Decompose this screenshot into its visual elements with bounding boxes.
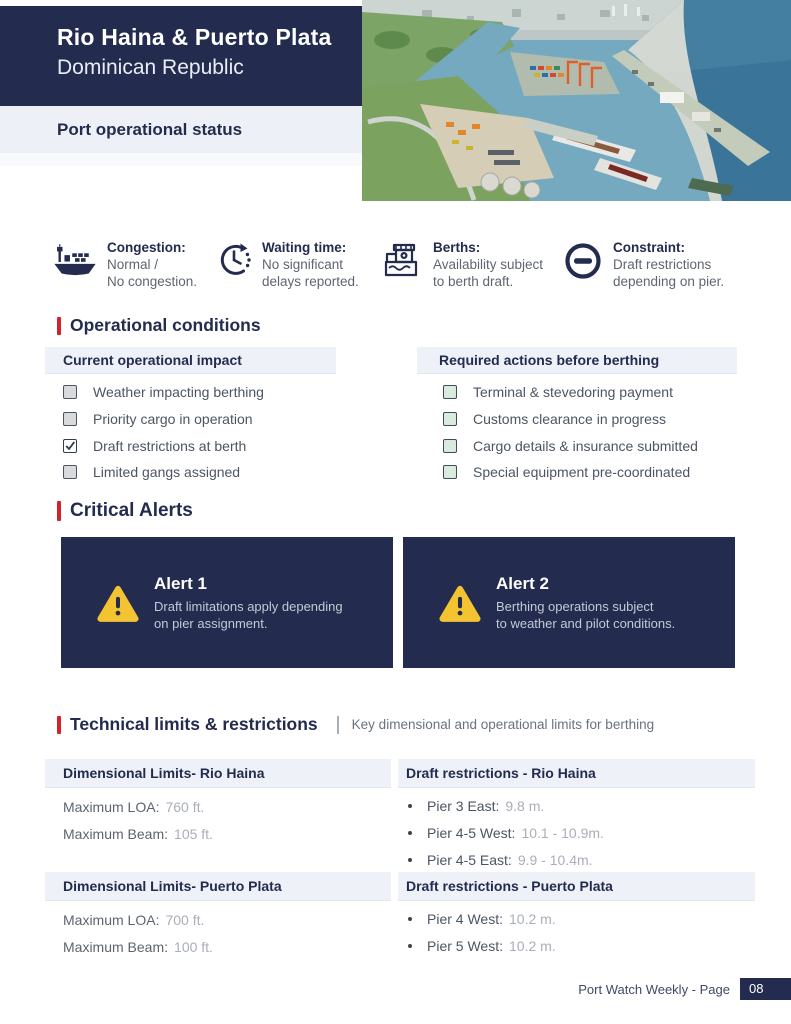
checkbox-unchecked[interactable] bbox=[63, 465, 77, 479]
required-actions-list bbox=[417, 379, 737, 486]
status-text: Berths: Availability subject to berth draft. bbox=[433, 240, 544, 289]
status-text: Congestion: Normal / No congestion. bbox=[107, 240, 198, 289]
rio-dimensional-header: Dimensional Limits- Rio Haina bbox=[45, 759, 391, 788]
bullet-icon bbox=[408, 858, 412, 862]
no-entry-icon bbox=[563, 241, 603, 281]
clock-icon bbox=[216, 241, 252, 279]
alert-text: Alert 1 Draft limitations apply depending on pier assignment. bbox=[154, 573, 343, 631]
operational-conditions-heading: Operational conditions bbox=[57, 315, 261, 336]
page-number-badge: 08 bbox=[740, 978, 791, 1000]
alert-card-2 bbox=[403, 537, 735, 668]
footer bbox=[578, 978, 791, 1000]
list-item: Customs clearance in progress bbox=[417, 406, 737, 433]
check-icon bbox=[64, 440, 76, 452]
rio-draft-header: Draft restrictions - Rio Haina bbox=[398, 759, 755, 788]
section-banner-label: Port operational status bbox=[57, 119, 243, 139]
pp-draft-header: Draft restrictions - Puerto Plata bbox=[398, 872, 755, 901]
pp-draft-values bbox=[398, 906, 556, 959]
alert-card-1 bbox=[61, 537, 393, 668]
footer-text: Port Watch Weekly - Page bbox=[578, 981, 730, 997]
bullet-icon bbox=[408, 917, 412, 921]
rio-dimensional-values bbox=[63, 793, 213, 847]
checkbox-unchecked[interactable] bbox=[63, 412, 77, 426]
table-row: Pier 5 West: 10.2 m. bbox=[398, 933, 556, 960]
port-aerial-photo bbox=[362, 0, 791, 201]
list-item: Priority cargo in operation bbox=[45, 406, 336, 433]
section-banner-shadow bbox=[0, 153, 362, 166]
current-impact-list bbox=[45, 379, 336, 486]
table-row: Maximum Beam: 100 ft. bbox=[63, 938, 213, 955]
ship-icon bbox=[53, 241, 97, 283]
table-row: Pier 3 East: 9.8 m. bbox=[398, 793, 604, 820]
warning-icon bbox=[97, 583, 139, 623]
status-congestion bbox=[53, 239, 221, 290]
table-row: Pier 4 West: 10.2 m. bbox=[398, 906, 556, 933]
checkbox-unchecked[interactable] bbox=[443, 465, 457, 479]
list-item: Weather impacting berthing bbox=[45, 379, 336, 406]
required-actions-header: Required actions before berthing bbox=[417, 347, 737, 374]
red-accent-bar bbox=[57, 716, 61, 734]
bullet-icon bbox=[408, 831, 412, 835]
status-label: Constraint: bbox=[613, 240, 685, 255]
bullet-icon bbox=[408, 804, 412, 808]
warning-icon bbox=[439, 583, 481, 623]
red-accent-bar bbox=[57, 501, 61, 521]
status-label: Berths: bbox=[433, 240, 481, 255]
rio-draft-values bbox=[398, 793, 604, 873]
critical-alerts-heading: Critical Alerts bbox=[57, 500, 193, 522]
table-row: Pier 4-5 West: 10.1 - 10.9m. bbox=[398, 820, 604, 847]
status-berths bbox=[383, 239, 561, 290]
checkbox-unchecked[interactable] bbox=[443, 439, 457, 453]
table-row: Maximum Beam: 105 ft. bbox=[63, 825, 213, 842]
red-accent-bar bbox=[57, 317, 61, 335]
table-row: Pier 4-5 East: 9.9 - 10.4m. bbox=[398, 846, 604, 873]
list-item: Draft restrictions at berth bbox=[45, 432, 336, 459]
status-constraint bbox=[563, 239, 763, 290]
list-item: Special equipment pre-coordinated bbox=[417, 459, 737, 486]
table-row: Maximum LOA: 760 ft. bbox=[63, 798, 205, 815]
checkbox-checked[interactable] bbox=[63, 439, 77, 453]
checkbox-unchecked[interactable] bbox=[443, 385, 457, 399]
checkbox-unchecked[interactable] bbox=[63, 385, 77, 399]
alert-text: Alert 2 Berthing operations subject to weather and pilot conditions. bbox=[496, 573, 676, 631]
berth-icon bbox=[383, 241, 423, 281]
list-item: Limited gangs assigned bbox=[45, 459, 336, 486]
heading-separator bbox=[337, 716, 339, 734]
header-banner bbox=[0, 6, 362, 106]
pp-dimensional-header: Dimensional Limits- Puerto Plata bbox=[45, 872, 391, 901]
status-waiting-time bbox=[216, 239, 384, 290]
pp-dimensional-values bbox=[63, 906, 213, 960]
list-item: Terminal & stevedoring payment bbox=[417, 379, 737, 406]
status-text: Constraint: Draft restrictions depending on pier. bbox=[613, 240, 725, 289]
table-row: Maximum LOA: 700 ft. bbox=[63, 911, 205, 928]
checkbox-unchecked[interactable] bbox=[443, 412, 457, 426]
bullet-icon bbox=[408, 944, 412, 948]
status-label: Waiting time: bbox=[262, 240, 347, 255]
status-label: Congestion: bbox=[107, 240, 186, 255]
page-title: Rio Haina & Puerto Plata bbox=[57, 24, 332, 50]
list-item: Cargo details & insurance submitted bbox=[417, 432, 737, 459]
section-banner bbox=[0, 106, 362, 153]
technical-limits-heading: Technical limits & restrictions Key dimensional and operational limits for berthing bbox=[57, 714, 654, 735]
current-impact-header: Current operational impact bbox=[45, 347, 336, 374]
page-subtitle: Dominican Republic bbox=[57, 56, 244, 79]
status-text: Waiting time: No significant delays reported. bbox=[262, 240, 359, 289]
